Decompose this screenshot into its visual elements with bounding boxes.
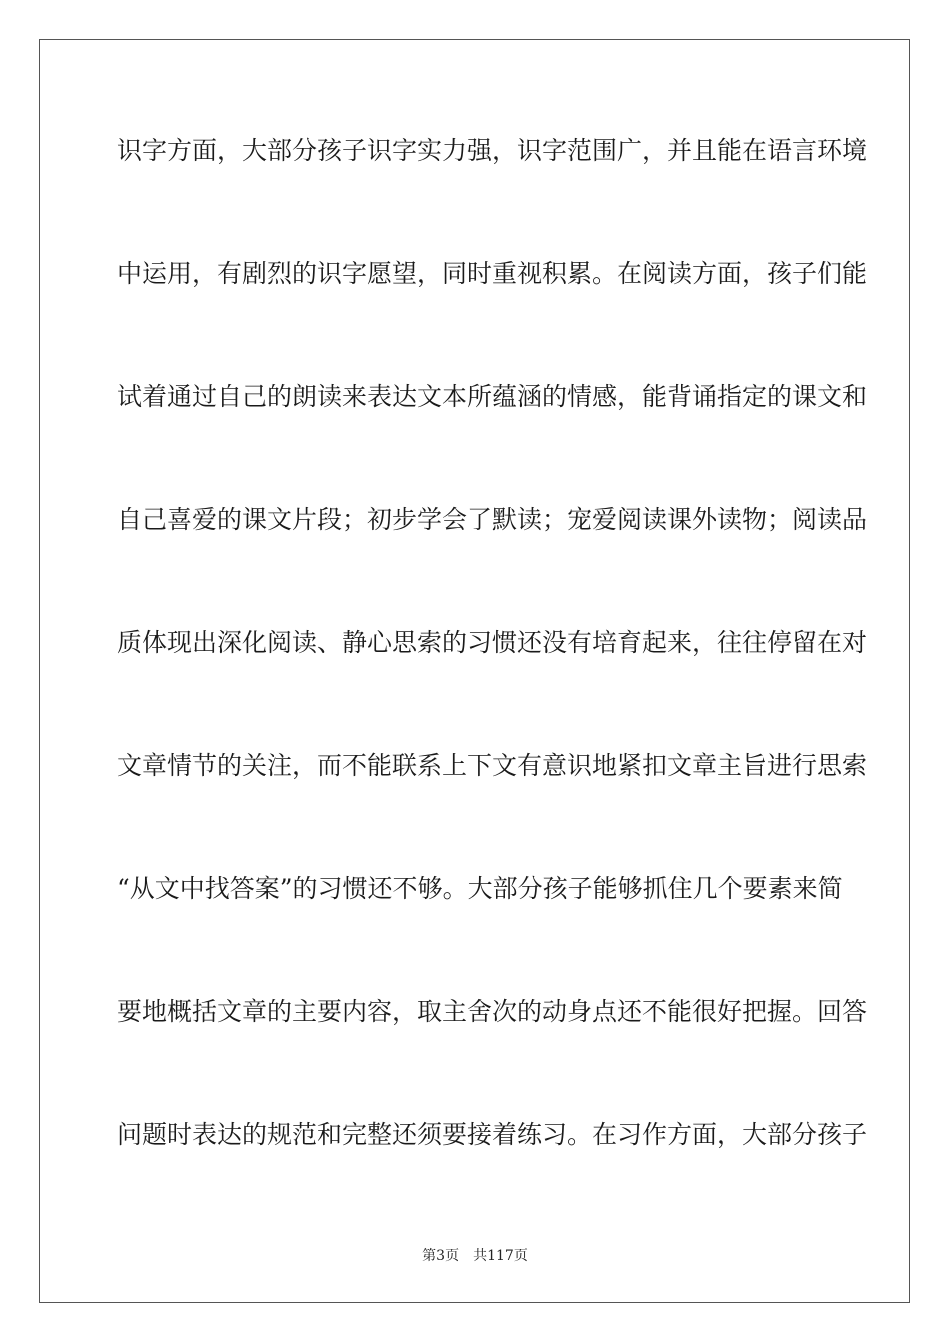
body-text-line: 识字方面，大部分孩子识字实力强，识字范围广，并且能在语言环境: [117, 136, 868, 165]
body-text-line: 中运用，有剧烈的识字愿望，同时重视积累。在阅读方面，孩子们能: [117, 259, 868, 288]
body-text-line: 文章情节的关注，而不能联系上下文有意识地紧扣文章主旨进行思索: [117, 751, 868, 780]
body-text-line: 问题时表达的规范和完整还须要接着练习。在习作方面，大部分孩子: [117, 1120, 868, 1149]
body-text-line: 质体现出深化阅读、静心思索的习惯还没有培育起来，往往停留在对: [117, 628, 868, 657]
body-text-line: 试着通过自己的朗读来表达文本所蕴涵的情感，能背诵指定的课文和: [117, 382, 868, 411]
body-text-line: “从文中找答案”的习惯还不够。大部分孩子能够抓住几个要素来简: [117, 874, 843, 903]
page-frame: [39, 39, 910, 1303]
body-text-line: 要地概括文章的主要内容，取主舍次的动身点还不能很好把握。回答: [117, 997, 868, 1026]
page-footer: [0, 1247, 950, 1265]
page-number: 第3页: [422, 1248, 460, 1264]
total-pages: 共117页: [473, 1248, 528, 1264]
body-text-line: 自己喜爱的课文片段；初步学会了默读；宠爱阅读课外读物；阅读品: [117, 505, 868, 534]
